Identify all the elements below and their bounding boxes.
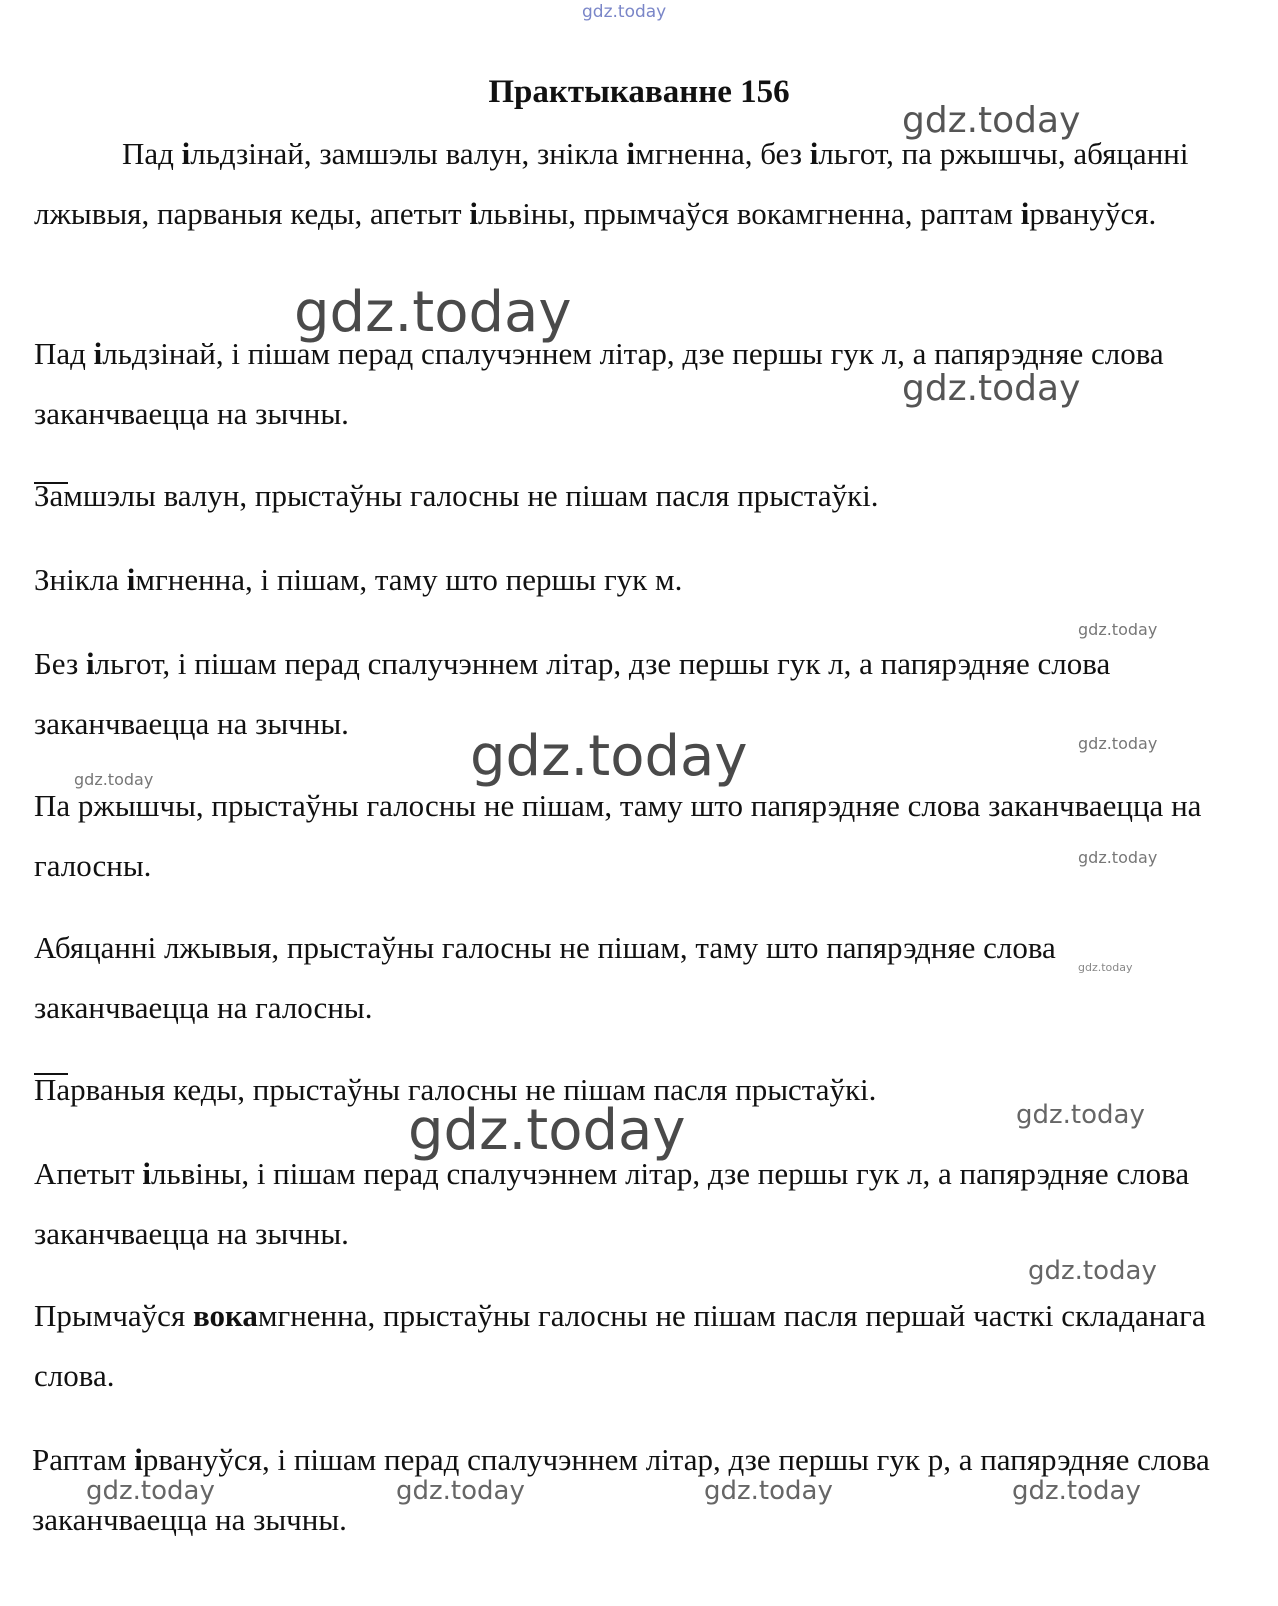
explanation-item: Парваныя кеды, прыстаўны галосны не пішам пасля прыстаўкі. xyxy=(34,1072,877,1107)
explanation-item: Па ржышчы, прыстаўны галосны не пішам, таму што папярэдняе слова заканчваецца на галосны. xyxy=(34,788,1202,883)
watermark: gdz.today xyxy=(902,100,1081,141)
watermark: gdz.today xyxy=(74,770,154,789)
watermark-top: gdz.today xyxy=(582,2,667,22)
watermark: gdz.today xyxy=(1078,848,1158,867)
explanation-item: Апетыт ільвіны, і пішам перад спалучэннем літар, дзе першы гук л, а папярэдняе слова заканчваецца на зычны. xyxy=(34,1156,1190,1251)
explanation-item: Раптам ірвануўся, і пішам перад спалучэннем літар, дзе першы гук р, а папярэдняе слова заканчваецца на зычны. xyxy=(32,1442,1210,1537)
watermark: gdz.today xyxy=(86,1476,215,1506)
watermark: gdz.today xyxy=(1078,961,1133,974)
watermark: gdz.today xyxy=(1078,734,1158,753)
explanation-item: Пад ільдзінай, і пішам перад спалучэннем літар, дзе першы гук л, а папярэдняе слова заканчваецца на зычны. xyxy=(34,336,1164,431)
watermark: gdz.today xyxy=(1012,1476,1141,1506)
explanation-item: Без ільгот, і пішам перад спалучэннем літар, дзе першы гук л, а папярэдняе слова заканчваецца на зычны. xyxy=(34,646,1111,741)
watermark: gdz.today xyxy=(1016,1100,1145,1130)
page-title: Практыкаванне 156 xyxy=(488,74,790,111)
watermark: gdz.today xyxy=(294,280,572,345)
watermark: gdz.today xyxy=(902,368,1081,409)
watermark: gdz.today xyxy=(704,1476,833,1506)
explanation-item: Знікла імгненна, і пішам, таму што першы гук м. xyxy=(34,562,683,597)
intro-paragraph: Пад ільдзінай, замшэлы валун, знікла імгненна, без ільгот, па ржышчы, абяцанні лжывыя, парваныя кеды, апетыт ільвіны, прымчаўся вокамгненна, раптам ірвануўся. xyxy=(34,136,1189,231)
watermark: gdz.today xyxy=(396,1476,525,1506)
watermark: gdz.today xyxy=(470,724,748,789)
watermark: gdz.today xyxy=(1028,1256,1157,1286)
watermark: gdz.today xyxy=(408,1098,686,1163)
explanation-item: Абяцанні лжывыя, прыстаўны галосны не пішам, таму што папярэдняе слова заканчваецца на галосны. xyxy=(34,930,1056,1025)
explanation-item: Прымчаўся вокамгненна, прыстаўны галосны не пішам пасля першай часткі складанага слова. xyxy=(34,1298,1206,1393)
explanation-item: Замшэлы валун, прыстаўны галосны не пішам пасля прыстаўкі. xyxy=(34,478,879,513)
watermark: gdz.today xyxy=(1078,620,1158,639)
